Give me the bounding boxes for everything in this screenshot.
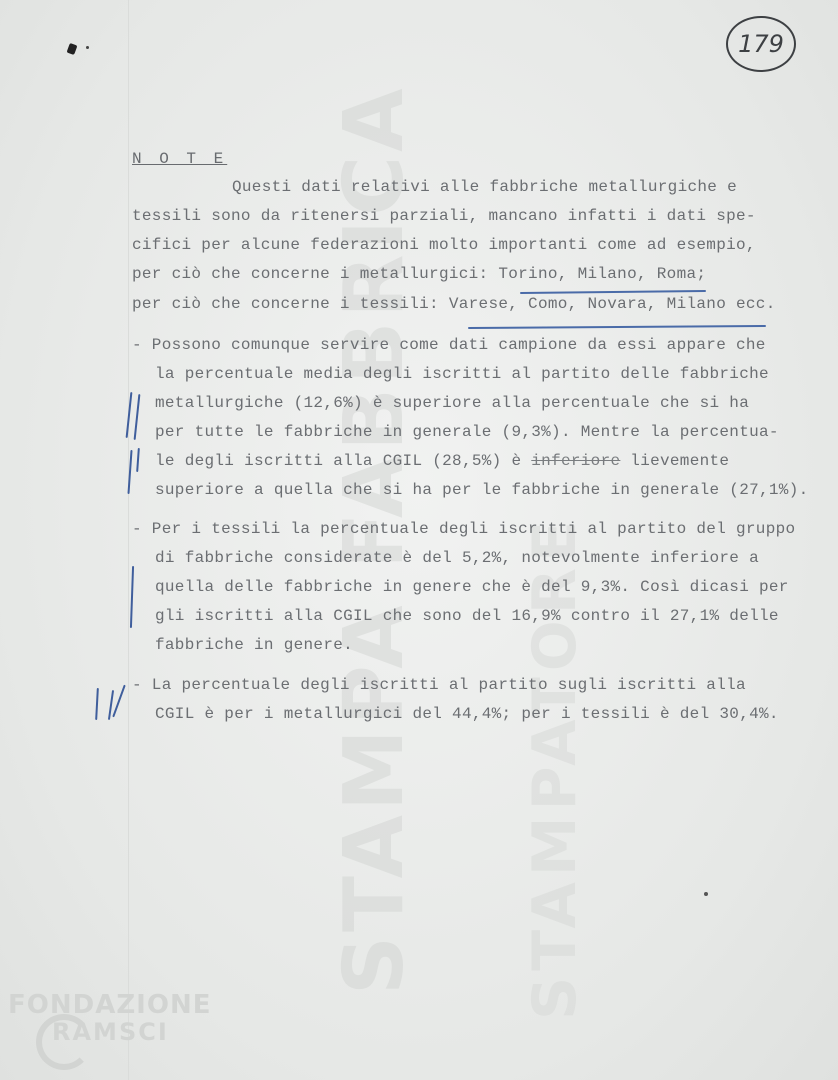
margin-mark [126,392,133,438]
page-number: 179 [726,16,796,72]
text-line: superiore a quella che si ha per le fabbriche in generale (27,1%). [155,481,809,499]
margin-mark [95,688,99,720]
text-line [155,452,729,470]
watermark: STAMPA FABBRICA [327,84,422,996]
text-line: quella delle fabbriche in genere che è del 9,3%. Così dicasi per [155,578,789,596]
fold-line [128,0,129,1080]
text-line: la percentuale media degli iscritti al partito delle fabbriche [155,365,769,383]
text-line: per ciò che concerne i metallurgici: Torino, Milano, Roma; [132,265,707,283]
ink-dot [704,892,708,896]
text-line: cifici per alcune federazioni molto importanti come ad esempio, [132,236,756,254]
text-line: per ciò che concerne i tessili: Varese, Como, Novara, Milano ecc. [132,295,776,313]
margin-mark [130,566,134,628]
text-line: CGIL è per i metallurgici del 44,4%; per i tessili è del 30,4%. [155,705,779,723]
text-line: per tutte le fabbriche in generale (9,3%). Mentre la percentua- [155,423,779,441]
text-segment: le degli iscritti alla CGIL (28,5%) è [155,452,532,470]
text-line: fabbriche in genere. [155,636,354,654]
text-line: - La percentuale degli iscritti al partito sugli iscritti alla [132,676,746,694]
text-line: - Possono comunque servire come dati campione da essi appare che [132,336,766,354]
ink-mark [67,43,78,55]
text-line: tessili sono da ritenersi parziali, mancano infatti i dati spe- [132,207,756,225]
title: N O T E [132,150,228,168]
text-line: gli iscritti alla CGIL che sono del 16,9% contro il 27,1% delle [155,607,779,625]
margin-mark [112,685,126,718]
text-line: di fabbriche considerate è del 5,2%, notevolmente inferiore a [155,549,759,567]
text-line: Questi dati relativi alle fabbriche metallurgiche e [232,178,737,196]
ink-dot [86,46,89,49]
logo-line1: FONDAZIONE [8,990,212,1020]
watermark-secondary: STAMPATORE [520,515,590,1020]
text-line: - Per i tessili la percentuale degli iscritti al partito del gruppo [132,520,796,538]
logo-line2: RAMSCI [52,1018,169,1046]
text-segment: lievemente [620,452,730,470]
struck-text: inferiore [531,452,621,470]
margin-mark [134,394,141,440]
archive-logo [8,990,218,1070]
handwritten-underline [468,325,766,329]
text-line: metallurgiche (12,6%) è superiore alla percentuale che si ha [155,394,750,412]
margin-mark [136,448,140,472]
